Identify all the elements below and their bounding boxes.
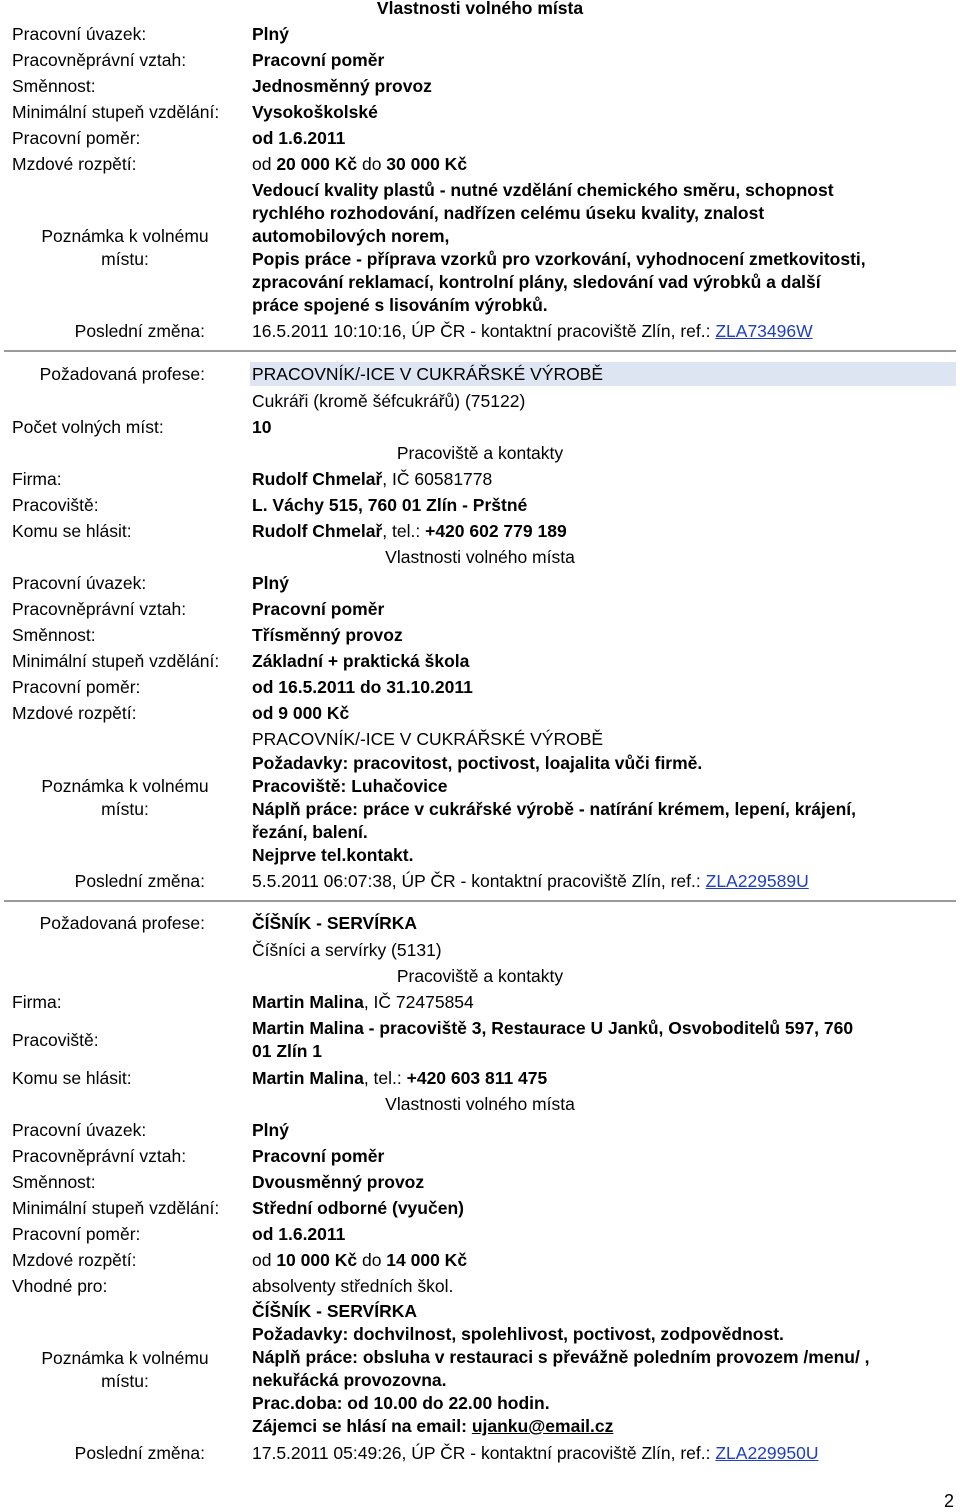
label-employment-term: Pracovní poměr: [12,1224,141,1244]
label-profession: Požadovaná profese: [39,913,205,933]
label-suitable-for: Vhodné pro: [12,1276,108,1296]
label-contact-person: Komu se hlásit: [12,521,132,541]
label-last-change: Poslední změna: [74,321,205,341]
value-salary: od 20 000 Kč do 30 000 Kč [252,154,468,174]
value-suitable-for: absolventy středních škol. [252,1276,454,1296]
value-profession-code: Číšníci a servírky (5131) [252,940,442,960]
reference-link[interactable]: ZLA73496W [715,321,813,341]
value-employment-term: od 1.6.2011 [252,128,346,148]
value-employment-term: od 16.5.2011 do 31.10.2011 [252,677,473,697]
value-workplace-line2: 01 Zlín 1 [252,1041,323,1061]
label-last-change: Poslední změna: [74,871,205,891]
section-heading-contacts: Pracoviště a kontakty [396,966,564,986]
label-salary: Mzdové rozpětí: [12,154,137,174]
label-last-change: Poslední změna: [74,1443,205,1463]
label-workplace: Pracoviště: [12,1030,99,1050]
value-education: Vysokoškolské [252,102,378,122]
label-employment-relation: Pracovněprávní vztah: [12,599,187,619]
label-note: Poznámka k volnému místu: [41,776,209,819]
section-heading-properties: Vlastnosti volného místa [376,0,584,18]
email-link[interactable]: ujanku@email.cz [471,1416,614,1436]
label-employment-term: Pracovní poměr: [12,128,141,148]
value-note: Požadavky: pracovitost, poctivost, loajalita vůči firmě. Pracoviště: Luhačovice Náplň práce: práce v cukrářské výrobě - natírání krémem, lepení, krájení, řezání, balení. Nejprve tel.kontakt. [252,753,857,865]
value-workplace-line1: Martin Malina - pracoviště 3, Restaurace U Janků, Osvoboditelů 597, 760 [252,1018,854,1038]
label-shifts: Směnnost: [12,625,96,645]
value-salary: od 10 000 Kč do 14 000 Kč [252,1250,468,1270]
value-company: Rudolf Chmelař, IČ 60581778 [252,469,493,489]
label-shifts: Směnnost: [12,76,96,96]
reference-link[interactable]: ZLA229589U [705,871,809,891]
value-last-change: 16.5.2011 10:10:16, ÚP ČR - kontaktní pracoviště Zlín, ref.: ZLA73496W [252,321,813,341]
label-employment-relation: Pracovněprávní vztah: [12,1146,187,1166]
label-vacancy-count: Počet volných míst: [12,417,164,437]
label-salary: Mzdové rozpětí: [12,1250,137,1270]
value-shifts: Jednosměnný provoz [252,76,432,96]
label-workload: Pracovní úvazek: [12,24,147,44]
value-shifts: Třísměnný provoz [252,625,403,645]
section-divider [4,350,956,352]
value-employment-relation: Pracovní poměr [252,599,385,619]
section-heading-properties: Vlastnosti volného místa [385,547,575,567]
label-shifts: Směnnost: [12,1172,96,1192]
value-profession: ČÍŠNÍK - SERVÍRKA [252,913,417,933]
value-profession: PRACOVNÍK/-ICE V CUKRÁŘSKÉ VÝROBĚ [252,364,604,384]
value-profession-code: Cukráři (kromě šéfcukrářů) (75122) [252,391,526,411]
label-note: Poznámka k volnému místu: [41,1348,209,1391]
section-divider [4,900,956,902]
value-contact-person: Rudolf Chmelař, tel.: +420 602 779 189 [252,521,567,541]
value-note: Vedoucí kvality plastů - nutné vzdělání chemického směru, schopnost rychlého rozhodování, nadřízen celému úseku kvality, znalost automobilových norem, Popis práce - příprava vzorků pro vzorkování, vyhodnocení zmetkovitosti, zpracování reklamací, kontrolní plány, sledování vad výrobků a další práce spojené s lisováním výrobků. [252,180,866,315]
section-heading-contacts: Pracoviště a kontakty [396,443,564,463]
label-company: Firma: [12,469,62,489]
value-employment-relation: Pracovní poměr [252,50,385,70]
value-note: ČÍŠNÍK - SERVÍRKA Požadavky: dochvilnost, spolehlivost, poctivost, zodpovědnost. Náplň práce: obsluha v restauraci s převážně poledním provozem /menu/ , nekuřácká provozovna. Prac.doba: od 10.00 do 22.00 hodin. Zájemci se hlásí na email: ujanku@email.cz [252,1300,952,1438]
label-company: Firma: [12,992,62,1012]
label-employment-relation: Pracovněprávní vztah: [12,50,187,70]
label-workplace: Pracoviště: [12,495,99,515]
value-company: Martin Malina, IČ 72475854 [252,992,474,1012]
value-employment-relation: Pracovní poměr [252,1146,385,1166]
value-workload: Plný [252,1120,289,1140]
value-last-change: 17.5.2011 05:49:26, ÚP ČR - kontaktní pracoviště Zlín, ref.: ZLA229950U [252,1443,819,1463]
reference-link[interactable]: ZLA229950U [715,1443,819,1463]
value-vacancy-count: 10 [252,417,272,437]
label-profession: Požadovaná profese: [39,364,205,384]
section-heading-properties: Vlastnosti volného místa [385,1094,575,1114]
value-education: Střední odborné (vyučen) [252,1198,464,1218]
label-workload: Pracovní úvazek: [12,1120,147,1140]
value-education: Základní + praktická škola [252,651,470,671]
label-education: Minimální stupeň vzdělání: [12,102,220,122]
value-workplace: L. Váchy 515, 760 01 Zlín - Prštné [252,495,528,515]
label-salary: Mzdové rozpětí: [12,703,137,723]
label-workload: Pracovní úvazek: [12,573,147,593]
value-note-title: PRACOVNÍK/-ICE V CUKRÁŘSKÉ VÝROBĚ [252,729,604,749]
value-shifts: Dvousměnný provoz [252,1172,425,1192]
value-workload: Plný [252,573,289,593]
label-note: Poznámka k volnému místu: [41,226,209,269]
value-employment-term: od 1.6.2011 [252,1224,346,1244]
value-salary: od 9 000 Kč [252,703,350,723]
value-last-change: 5.5.2011 06:07:38, ÚP ČR - kontaktní pracoviště Zlín, ref.: ZLA229589U [252,871,809,891]
label-employment-term: Pracovní poměr: [12,677,141,697]
email-line: Zájemci se hlásí na email: ujanku@email.cz [252,1416,614,1436]
label-education: Minimální stupeň vzdělání: [12,651,220,671]
value-workload: Plný [252,24,289,44]
label-education: Minimální stupeň vzdělání: [12,1198,220,1218]
value-contact-person: Martin Malina, tel.: +420 603 811 475 [252,1068,548,1088]
page-number: 2 [943,1491,954,1511]
label-contact-person: Komu se hlásit: [12,1068,132,1088]
